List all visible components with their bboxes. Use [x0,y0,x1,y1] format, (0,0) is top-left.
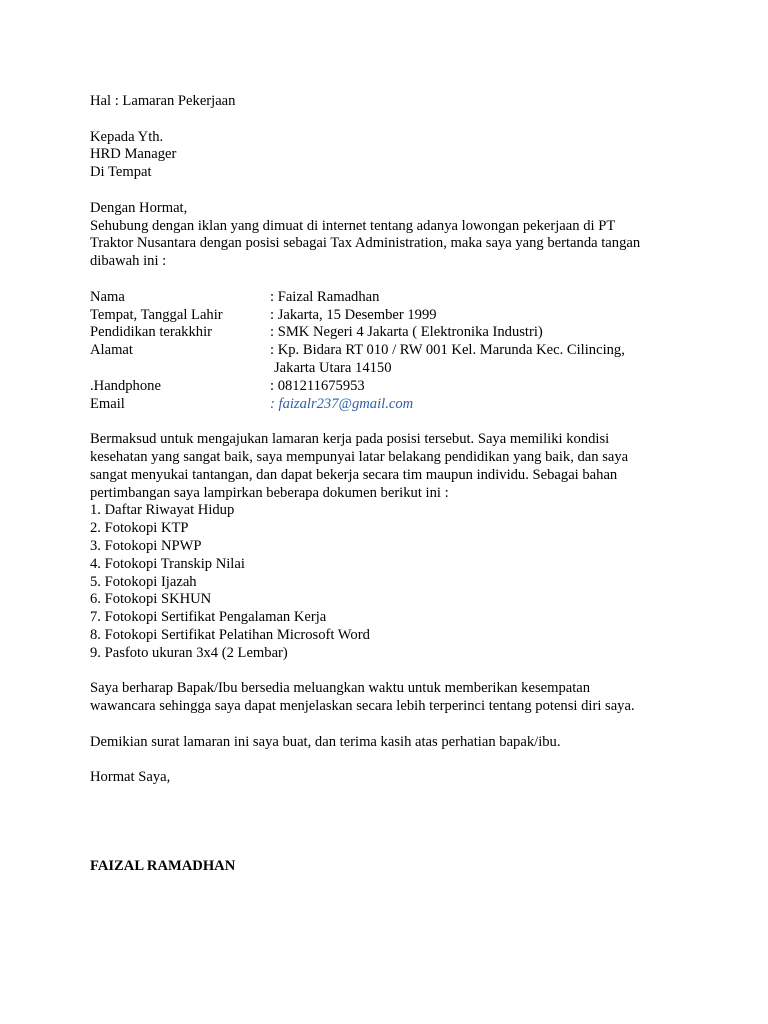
closing-line: Demikian surat lamaran ini saya buat, dan terima kasih atas perhatian bapak/ibu. [90,733,561,750]
detail-value: : Faizal Ramadhan [270,288,380,305]
body-line: kesehatan yang sangat baik, saya mempunyai latar belakang pendidikan yang baik, dan saya [90,448,629,465]
attachment-item: 3. Fotokopi NPWP [90,537,202,554]
spacer [90,182,690,200]
detail-value-continuation: Jakarta Utara 14150 [274,359,392,376]
intro-line: dibawah ini : [90,253,167,270]
detail-row-education [90,324,690,342]
detail-row-email [90,396,690,414]
hope-paragraph [90,680,690,716]
subject-line: Hal : Lamaran Pekerjaan [90,93,236,109]
intro-paragraph [90,218,690,271]
detail-value: : Jakarta, 15 Desember 1999 [270,306,437,323]
detail-label: Email [90,395,125,412]
spacer [90,413,690,431]
spacer [90,111,690,129]
body-line: Bermaksud untuk mengajukan lamaran kerja pada posisi tersebut. Saya memiliki kondisi [90,431,610,448]
signer-name: FAIZAL RAMADHAN [90,858,236,875]
spacer [90,271,690,289]
attachment-item: 6. Fotokopi SKHUN [90,591,212,608]
attachment-item: 5. Fotokopi Ijazah [90,573,197,590]
hope-line: Saya berharap Bapak/Ibu bersedia meluangkan waktu untuk memberikan kesempatan [90,680,591,697]
intro-line: Traktor Nusantara dengan posisi sebagai Tax Administration, maka saya yang bertanda tangan [90,235,641,252]
attachment-item: 9. Pasfoto ukuran 3x4 (2 Lembar) [90,644,288,661]
detail-value: : 081211675953 [270,377,365,394]
spacer [90,716,690,734]
detail-label: Alamat [90,342,133,359]
detail-row-name [90,289,690,307]
detail-label: Tempat, Tanggal Lahir [90,306,223,323]
detail-label: Pendidikan terakkhir [90,324,212,341]
detail-label: .Handphone [90,377,161,394]
greeting: Dengan Hormat, [90,199,188,216]
hope-line: wawancara sehingga saya dapat menjelaskan secara lebih terperinci tentang potensi diri saya. [90,698,635,715]
body-line: pertimbangan saya lampirkan beberapa dokumen berikut ini : [90,484,449,501]
personal-details [90,289,690,414]
detail-value: : SMK Negeri 4 Jakarta ( Elektronika Industri) [270,324,543,341]
detail-value: : Kp. Bidara RT 010 / RW 001 Kel. Marunda Kec. Cilincing, [270,342,625,359]
attachment-item: 4. Fotokopi Transkip Nilai [90,555,245,572]
signature-space [90,787,690,858]
detail-row-address [90,342,690,378]
recipient-block [90,129,690,182]
attachment-list [90,502,690,662]
letter-page [90,93,690,876]
detail-row-phone [90,378,690,396]
attachment-item: 2. Fotokopi KTP [90,520,189,537]
recipient-line: HRD Manager [90,146,177,163]
detail-label: Nama [90,288,125,305]
body-paragraph [90,431,690,502]
intro-line: Sehubung dengan iklan yang dimuat di internet tentang adanya lowongan pekerjaan di PT [90,217,616,234]
recipient-line: Kepada Yth. [90,128,164,145]
recipient-line: Di Tempat [90,164,152,181]
attachment-item: 1. Daftar Riwayat Hidup [90,502,235,519]
detail-value [270,396,413,414]
attachment-item: 8. Fotokopi Sertifikat Pelatihan Microsoft Word [90,626,370,643]
attachment-item: 7. Fotokopi Sertifikat Pengalaman Kerja [90,609,327,626]
regards-line: Hormat Saya, [90,769,171,786]
email-link[interactable]: faizalr237@gmail.com [278,395,414,412]
spacer [90,751,690,769]
email-colon: : [270,395,279,412]
detail-row-birth [90,307,690,325]
spacer [90,663,690,681]
body-line: sangat menyukai tantangan, dan dapat bekerja secara tim maupun individu. Sebagai bahan [90,466,618,483]
